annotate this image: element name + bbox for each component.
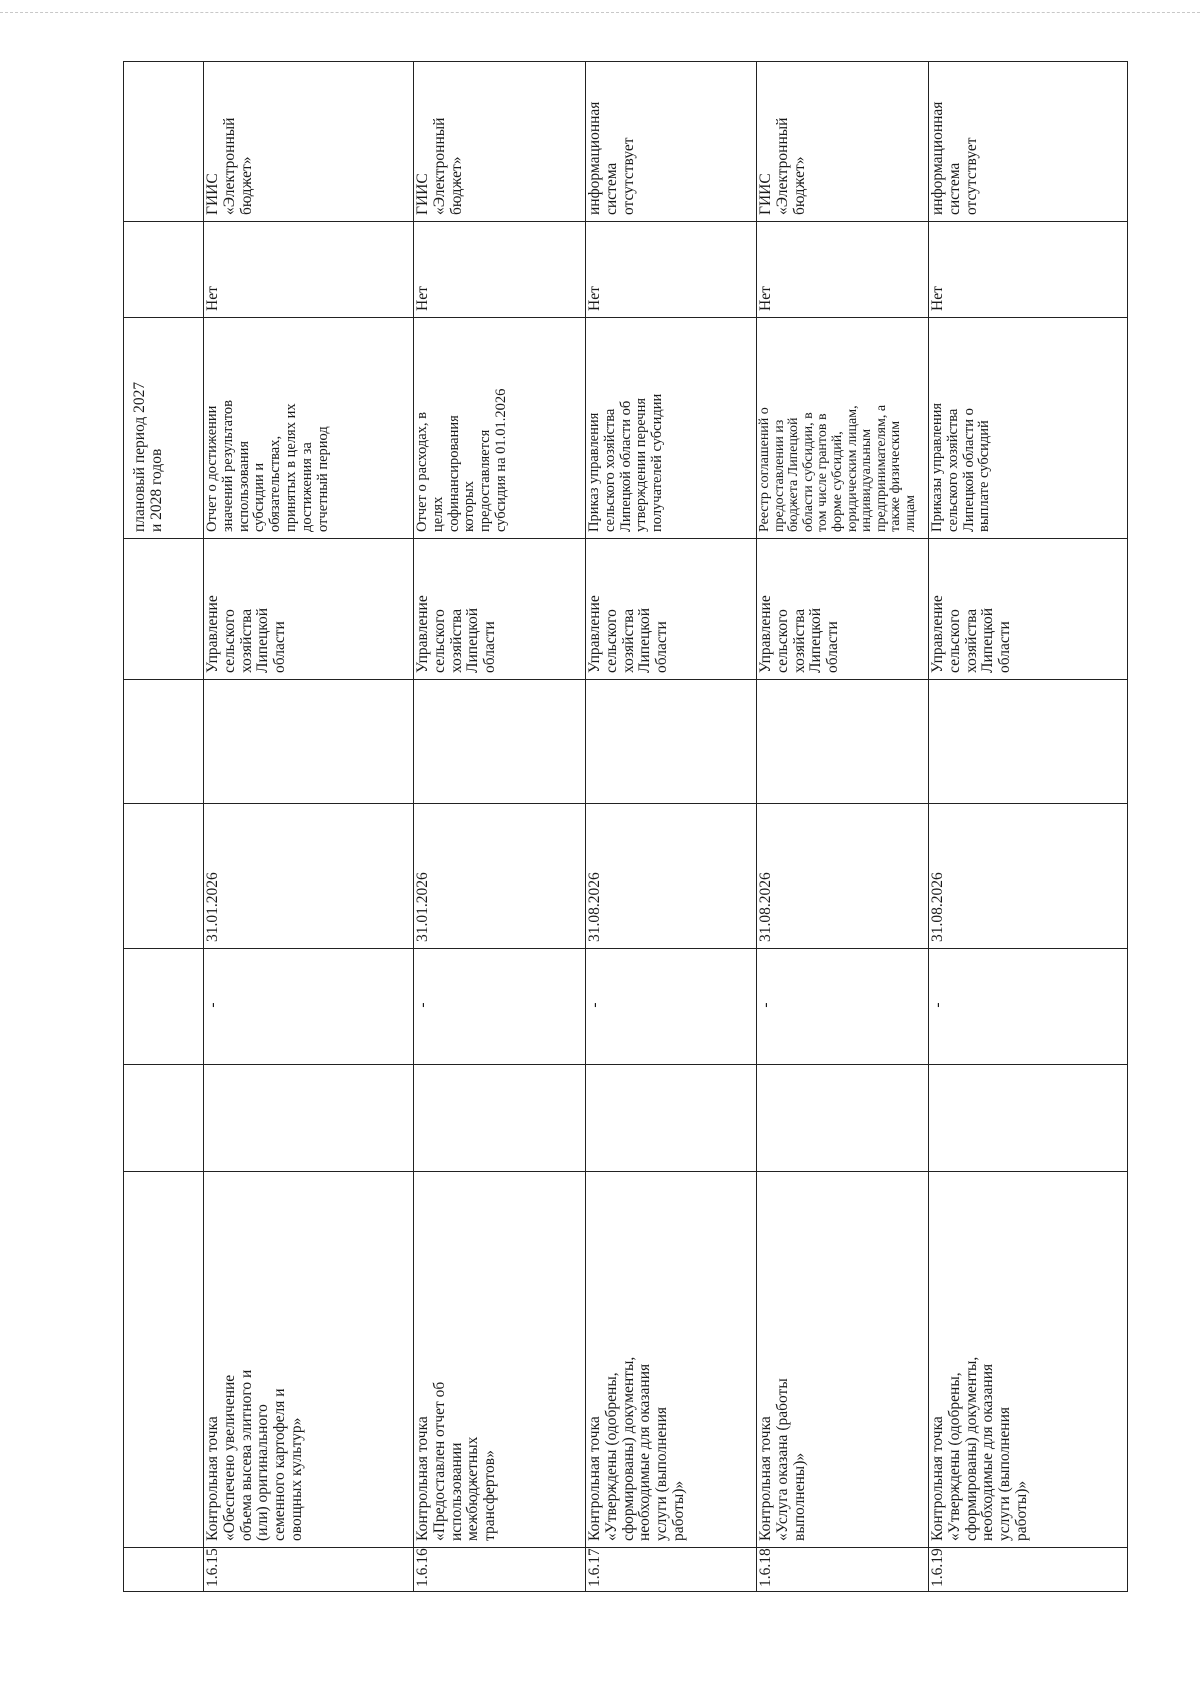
column-divider <box>124 679 1127 680</box>
row-number-cell <box>585 1547 756 1593</box>
responsible-executor: Управление сельского хозяйства Липецкой области <box>414 595 499 673</box>
responsible-cell <box>413 538 585 679</box>
row-number: 1.6.15 <box>204 1548 221 1587</box>
start-date-dash: - <box>414 1002 431 1008</box>
control-point-name-cell <box>413 1171 585 1547</box>
flag-value: Нет <box>757 286 774 311</box>
control-point-name-cell <box>756 1171 928 1547</box>
flag-cell <box>413 221 585 317</box>
document-type-cell <box>928 317 1129 538</box>
information-system-cell <box>585 62 756 221</box>
control-point-name-cell <box>585 1171 756 1547</box>
start-date-cell <box>203 948 413 1064</box>
row-number-cell <box>203 1547 413 1593</box>
responsible-cell <box>928 538 1129 679</box>
information-system-cell <box>756 62 928 221</box>
responsible-executor: Управление сельского хозяйства Липецкой области <box>204 595 289 673</box>
document-type: Реестр соглашений о предоставлении из бюджета Липецкой области субсидии, в том числе грантов в форме субсидий, юридическим лицам, индивидуальным предпринимателям, а также физическим лицам <box>757 404 918 532</box>
information-system: информационная система отсутствует <box>929 101 980 215</box>
end-date: 31.01.2026 <box>204 872 221 942</box>
responsible-cell <box>203 538 413 679</box>
start-date-cell <box>413 948 585 1064</box>
information-system: ГИИС «Электронный бюджет» <box>414 117 465 215</box>
control-point-name-cell <box>203 1171 413 1547</box>
row-number: 1.6.17 <box>586 1548 603 1587</box>
information-system-cell <box>203 62 413 221</box>
flag-value: Нет <box>414 286 431 311</box>
row-number: 1.6.16 <box>414 1548 431 1587</box>
row-number-cell <box>756 1547 928 1593</box>
information-system: ГИИС «Электронный бюджет» <box>204 117 255 215</box>
start-date-cell <box>756 948 928 1064</box>
end-date-cell <box>756 803 928 948</box>
end-date-cell <box>585 803 756 948</box>
control-point-name: Контрольная точка «Обеспечено увеличение объема высева элитного и (или) оригинального семенного картофеля и овощных культур» <box>204 1369 305 1541</box>
flag-cell <box>756 221 928 317</box>
start-date-cell <box>928 948 1129 1064</box>
responsible-cell <box>585 538 756 679</box>
flag-value: Нет <box>929 286 946 311</box>
column-divider <box>124 1064 1127 1065</box>
control-point-name: Контрольная точка «Утверждены (одобрены, сформированы) документы, необходимые для оказания услуги (выполнения работы)» <box>929 1356 1030 1541</box>
header-period-cell <box>124 317 203 538</box>
flag-cell <box>928 221 1129 317</box>
end-date: 31.08.2026 <box>929 872 946 942</box>
start-date-dash: - <box>586 1002 603 1008</box>
flag-cell <box>585 221 756 317</box>
document-type: Отчет о расходах, в целях софинансирования которых предоставляется субсидия на 01.01.2026 <box>414 388 509 532</box>
end-date-cell <box>413 803 585 948</box>
start-date-dash: - <box>757 1002 774 1008</box>
flag-value: Нет <box>586 286 603 311</box>
responsible-executor: Управление сельского хозяйства Липецкой области <box>757 595 842 673</box>
start-date-cell <box>585 948 756 1064</box>
information-system: ГИИС «Электронный бюджет» <box>757 117 808 215</box>
document-type-cell <box>756 317 928 538</box>
document-type: Приказы управления сельского хозяйства Липецкой области о выплате субсидий <box>929 402 993 532</box>
document-type-cell <box>203 317 413 538</box>
end-date: 31.01.2026 <box>414 872 431 942</box>
control-point-name: Контрольная точка «Утверждены (одобрены, сформированы) документы, необходимые для оказания услуги (выполнения работы)» <box>586 1356 687 1541</box>
scan-edge-line <box>0 12 1200 13</box>
row-number-cell <box>413 1547 585 1593</box>
document-table <box>123 61 1128 1592</box>
information-system-cell <box>928 62 1129 221</box>
end-date-cell <box>928 803 1129 948</box>
row-number-cell <box>928 1547 1129 1593</box>
document-type-cell <box>585 317 756 538</box>
document-type: Отчет о достижении значений результатов использования субсидии и обязательствах, принятых в целях их достижения за отчетный период <box>204 400 331 532</box>
end-date-cell <box>203 803 413 948</box>
document-type-cell <box>413 317 585 538</box>
control-point-name: Контрольная точка «Предоставлен отчет об использовании межбюджетных трансфертов» <box>414 1381 499 1541</box>
start-date-dash: - <box>929 1002 946 1008</box>
information-system: информационная система отсутствует <box>586 101 637 215</box>
information-system-cell <box>413 62 585 221</box>
control-point-name-cell <box>928 1171 1129 1547</box>
control-point-name: Контрольная точка «Услуга оказана (работы выполнены)» <box>757 1378 808 1541</box>
responsible-cell <box>756 538 928 679</box>
start-date-dash: - <box>204 1002 221 1008</box>
responsible-executor: Управление сельского хозяйства Липецкой области <box>929 595 1014 673</box>
header-period-label: плановый период 2027 и 2028 годов <box>131 381 165 532</box>
row-number: 1.6.19 <box>929 1548 946 1587</box>
flag-cell <box>203 221 413 317</box>
row-number: 1.6.18 <box>757 1548 774 1587</box>
flag-value: Нет <box>204 286 221 311</box>
responsible-executor: Управление сельского хозяйства Липецкой области <box>586 595 671 673</box>
end-date: 31.08.2026 <box>757 872 774 942</box>
end-date: 31.08.2026 <box>586 872 603 942</box>
document-type: Приказ управления сельского хозяйства Липецкой области об утверждении перечня получателей субсидии <box>586 393 666 532</box>
